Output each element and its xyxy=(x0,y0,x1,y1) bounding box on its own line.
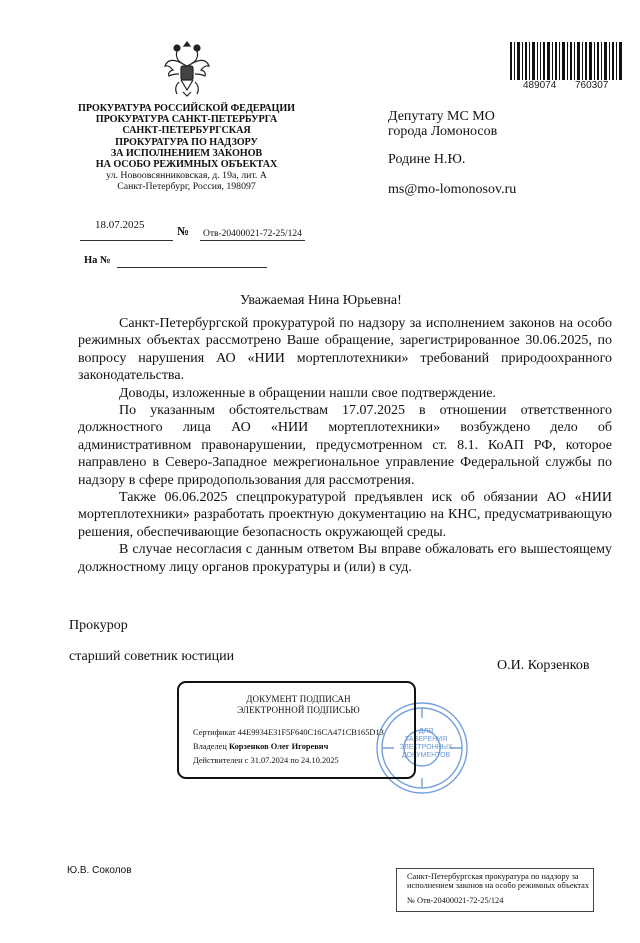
letter-body xyxy=(78,315,612,576)
org-address-street: ул. Новоовсянниковская, д. 19а, лит. А xyxy=(106,170,267,182)
esign-owner-row xyxy=(193,742,328,751)
body-paragraph: Также 06.06.2025 спецпрокуратурой предъявлен иск об обязании АО «НИИ мортеплотехники» разработать проектную документацию на КНС, предусматривающую решения, обеспечивающие безопасность окружающей среды. xyxy=(78,490,612,540)
double-headed-eagle-emblem-icon xyxy=(163,38,211,98)
esign-cert-label: Сертификат xyxy=(193,728,236,737)
recipient-block xyxy=(388,109,516,198)
registration-number-symbol: № xyxy=(407,896,415,905)
reference-number-label: На № xyxy=(84,255,111,266)
seal-text-line: ДОКУМЕНТОВ xyxy=(401,752,451,759)
signer-name: О.И. Корзенков xyxy=(497,658,590,673)
body-paragraph: По указанным обстоятельствам 17.07.2025 в отношении ответственного должностного лица АО «НИИ мортеплотехники» возбуждено дело об административном правонарушении, предусмотренном ст. 8.1. КоАП РФ, которое направлено в Северо-Западное межрегиональное управление Федеральной службы по надзору в сфере природопользования для рассмотрения. xyxy=(78,403,612,488)
registration-stamp-box xyxy=(396,868,594,912)
org-line: ПРОКУРАТУРА ПО НАДЗОРУ xyxy=(115,136,258,148)
org-line: ПРОКУРАТУРА РОССИЙСКОЙ ФЕДЕРАЦИИ xyxy=(78,103,295,114)
number-symbol: № xyxy=(177,224,190,238)
org-line: ПРОКУРАТУРА САНКТ-ПЕТЕРБУРГА xyxy=(95,114,278,126)
org-address-city: Санкт-Петербург, Россия, 198097 xyxy=(117,181,256,193)
recipient-position: Депутату МС МО xyxy=(388,109,495,124)
number-underline xyxy=(200,240,305,241)
reference-number-underline xyxy=(117,267,267,268)
recipient-municipality: города Ломоносов xyxy=(388,124,498,139)
signer-position: Прокурор xyxy=(69,618,128,633)
registration-number: Отв-20400021-72-25/124 xyxy=(417,896,504,905)
org-line: ЗА ИСПОЛНЕНИЕМ ЗАКОНОВ xyxy=(110,147,263,159)
registration-number-row xyxy=(407,896,591,906)
esign-valid-from: 31.07.2024 xyxy=(250,756,289,765)
date-underline xyxy=(80,240,173,241)
recipient-email: ms@mo-lomonosov.ru xyxy=(388,182,517,197)
org-line: САНКТ-ПЕТЕРБУРГСКАЯ xyxy=(122,125,251,137)
recipient-name: Родине Н.Ю. xyxy=(388,152,466,167)
seal-text-line: ЗАВЕРЕНИЯ xyxy=(404,736,448,743)
seal-text-line: ДЛЯ xyxy=(418,728,434,735)
document-number: Отв-20400021-72-25/124 xyxy=(203,229,302,239)
body-paragraph: Санкт-Петербургской прокуратурой по надзору за исполнением законов на особо режимных объектах рассмотрено Ваше обращение, зарегистрированное 30.06.2025, по вопросу нарушения АО «НИИ мортеплотехники» требований природоохранного законодательства. xyxy=(78,316,612,384)
esign-title: ДОКУМЕНТ ПОДПИСАН xyxy=(246,694,351,704)
esign-valid-to: 24.10.2025 xyxy=(301,756,339,765)
esign-subtitle: ЭЛЕКТРОННОЙ ПОДПИСЬЮ xyxy=(237,705,360,715)
esign-validity-row xyxy=(193,756,339,765)
seal-text-line: ЭЛЕКТРОННЫХ xyxy=(399,744,453,751)
executor-name: Ю.В. Соколов xyxy=(67,865,132,876)
registration-org-line: исполнением законов на особо режимных объектах xyxy=(407,881,589,890)
org-line: НА ОСОБО РЕЖИМНЫХ ОБЪЕКТАХ xyxy=(95,159,278,171)
document-date: 18.07.2025 xyxy=(95,219,145,231)
signer-rank: старший советник юстиции xyxy=(69,649,235,664)
esign-owner-value: Корзенков Олег Игоревич xyxy=(228,742,329,751)
barcode-icon xyxy=(510,42,624,80)
registration-org-line: Санкт-Петербургская прокуратура по надзору за xyxy=(407,872,579,881)
esign-valid-label: Действителен xyxy=(193,756,243,765)
electronic-signature-stamp xyxy=(177,681,416,779)
esign-certificate-row xyxy=(193,728,384,737)
barcode-right-number: 760307 xyxy=(575,80,609,91)
organization-header xyxy=(75,103,298,193)
greeting: Уважаемая Нина Юрьевна! xyxy=(240,293,402,308)
barcode-left-number: 489074 xyxy=(523,80,557,91)
esign-valid-from-prefix: с xyxy=(244,756,249,765)
esign-owner-label: Владелец xyxy=(193,742,227,751)
body-paragraph: Доводы, изложенные в обращении нашли свое подтверждение. xyxy=(119,385,496,401)
esign-cert-value: 44E9934E31F5F640C16CA471CB165D13 xyxy=(237,728,384,737)
body-paragraph: В случае несогласия с данным ответом Вы вправе обжаловать его вышестоящему должностному лицу органов прокуратуры и (или) в суд. xyxy=(78,542,612,575)
esign-valid-to-prefix: по xyxy=(290,756,299,765)
